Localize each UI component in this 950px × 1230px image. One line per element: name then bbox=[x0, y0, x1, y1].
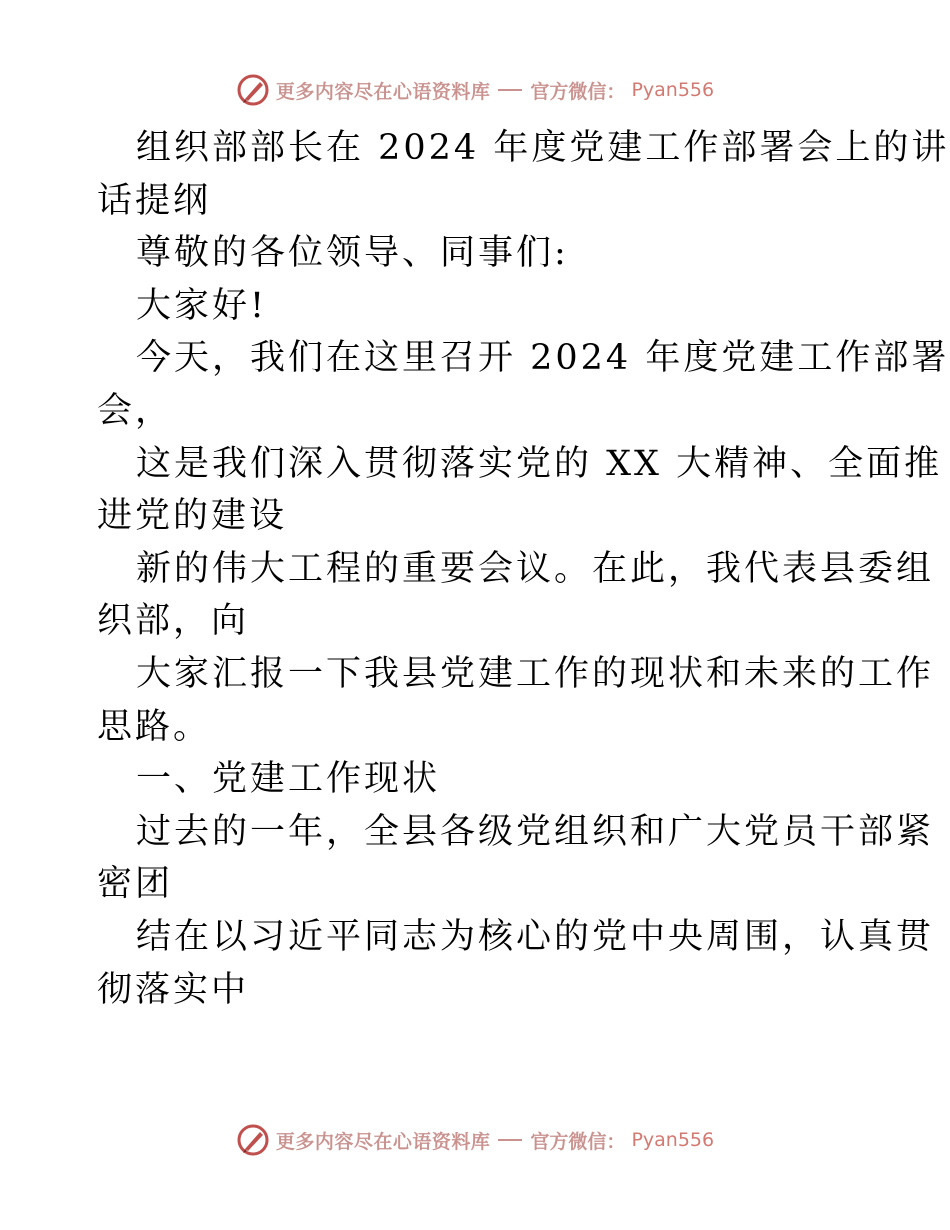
text-line: 组织部部长在 2024 年度党建工作部署会上的讲 bbox=[136, 128, 950, 168]
watermark-dash bbox=[498, 1139, 522, 1141]
text-line: 今天，我们在这里召开 2024 年度党建工作部署 bbox=[136, 338, 950, 379]
watermark-wechat-id: Pyan556 bbox=[631, 79, 715, 101]
watermark-text: 更多内容尽在心语资料库 bbox=[275, 80, 491, 103]
text-line: 大家汇报一下我县党建工作的现状和未来的工作 bbox=[136, 653, 935, 694]
watermark-wechat-id: Pyan556 bbox=[631, 1129, 715, 1151]
watermark-text: 更多内容尽在心语资料库 bbox=[275, 1130, 491, 1153]
text-line: 这是我们深入贯彻落实党的 XX 大精神、全面推 bbox=[136, 443, 943, 484]
text-line: 新的伟大工程的重要会议。在此，我代表县委组 bbox=[136, 548, 935, 589]
pen-logo-icon bbox=[236, 73, 270, 107]
watermark-wechat-label: 官方微信： bbox=[530, 80, 626, 103]
pen-logo-icon bbox=[236, 1123, 270, 1157]
text-line: 织部，向 bbox=[97, 601, 250, 642]
text-line: 过去的一年，全县各级党组织和广大党员干部紧 bbox=[136, 811, 935, 852]
text-line: 彻落实中 bbox=[97, 969, 250, 1010]
document-body bbox=[97, 122, 950, 1016]
watermark-footer bbox=[0, 1120, 950, 1160]
text-line: 大家好! bbox=[136, 285, 268, 326]
text-line: 结在以习近平同志为核心的党中央周围，认真贯 bbox=[136, 916, 935, 957]
text-line: 尊敬的各位领导、同事们: bbox=[136, 233, 569, 274]
text-line: 密团 bbox=[97, 864, 174, 905]
text-line: 话提纲 bbox=[97, 180, 212, 221]
section-heading: 一、党建工作现状 bbox=[136, 759, 441, 800]
watermark-dash bbox=[498, 89, 522, 91]
watermark-wechat-label: 官方微信： bbox=[530, 1130, 626, 1153]
text-line: 进党的建设 bbox=[97, 496, 288, 537]
text-line: 会， bbox=[97, 390, 174, 431]
watermark-header bbox=[0, 70, 950, 110]
text-line: 思路。 bbox=[97, 706, 212, 747]
